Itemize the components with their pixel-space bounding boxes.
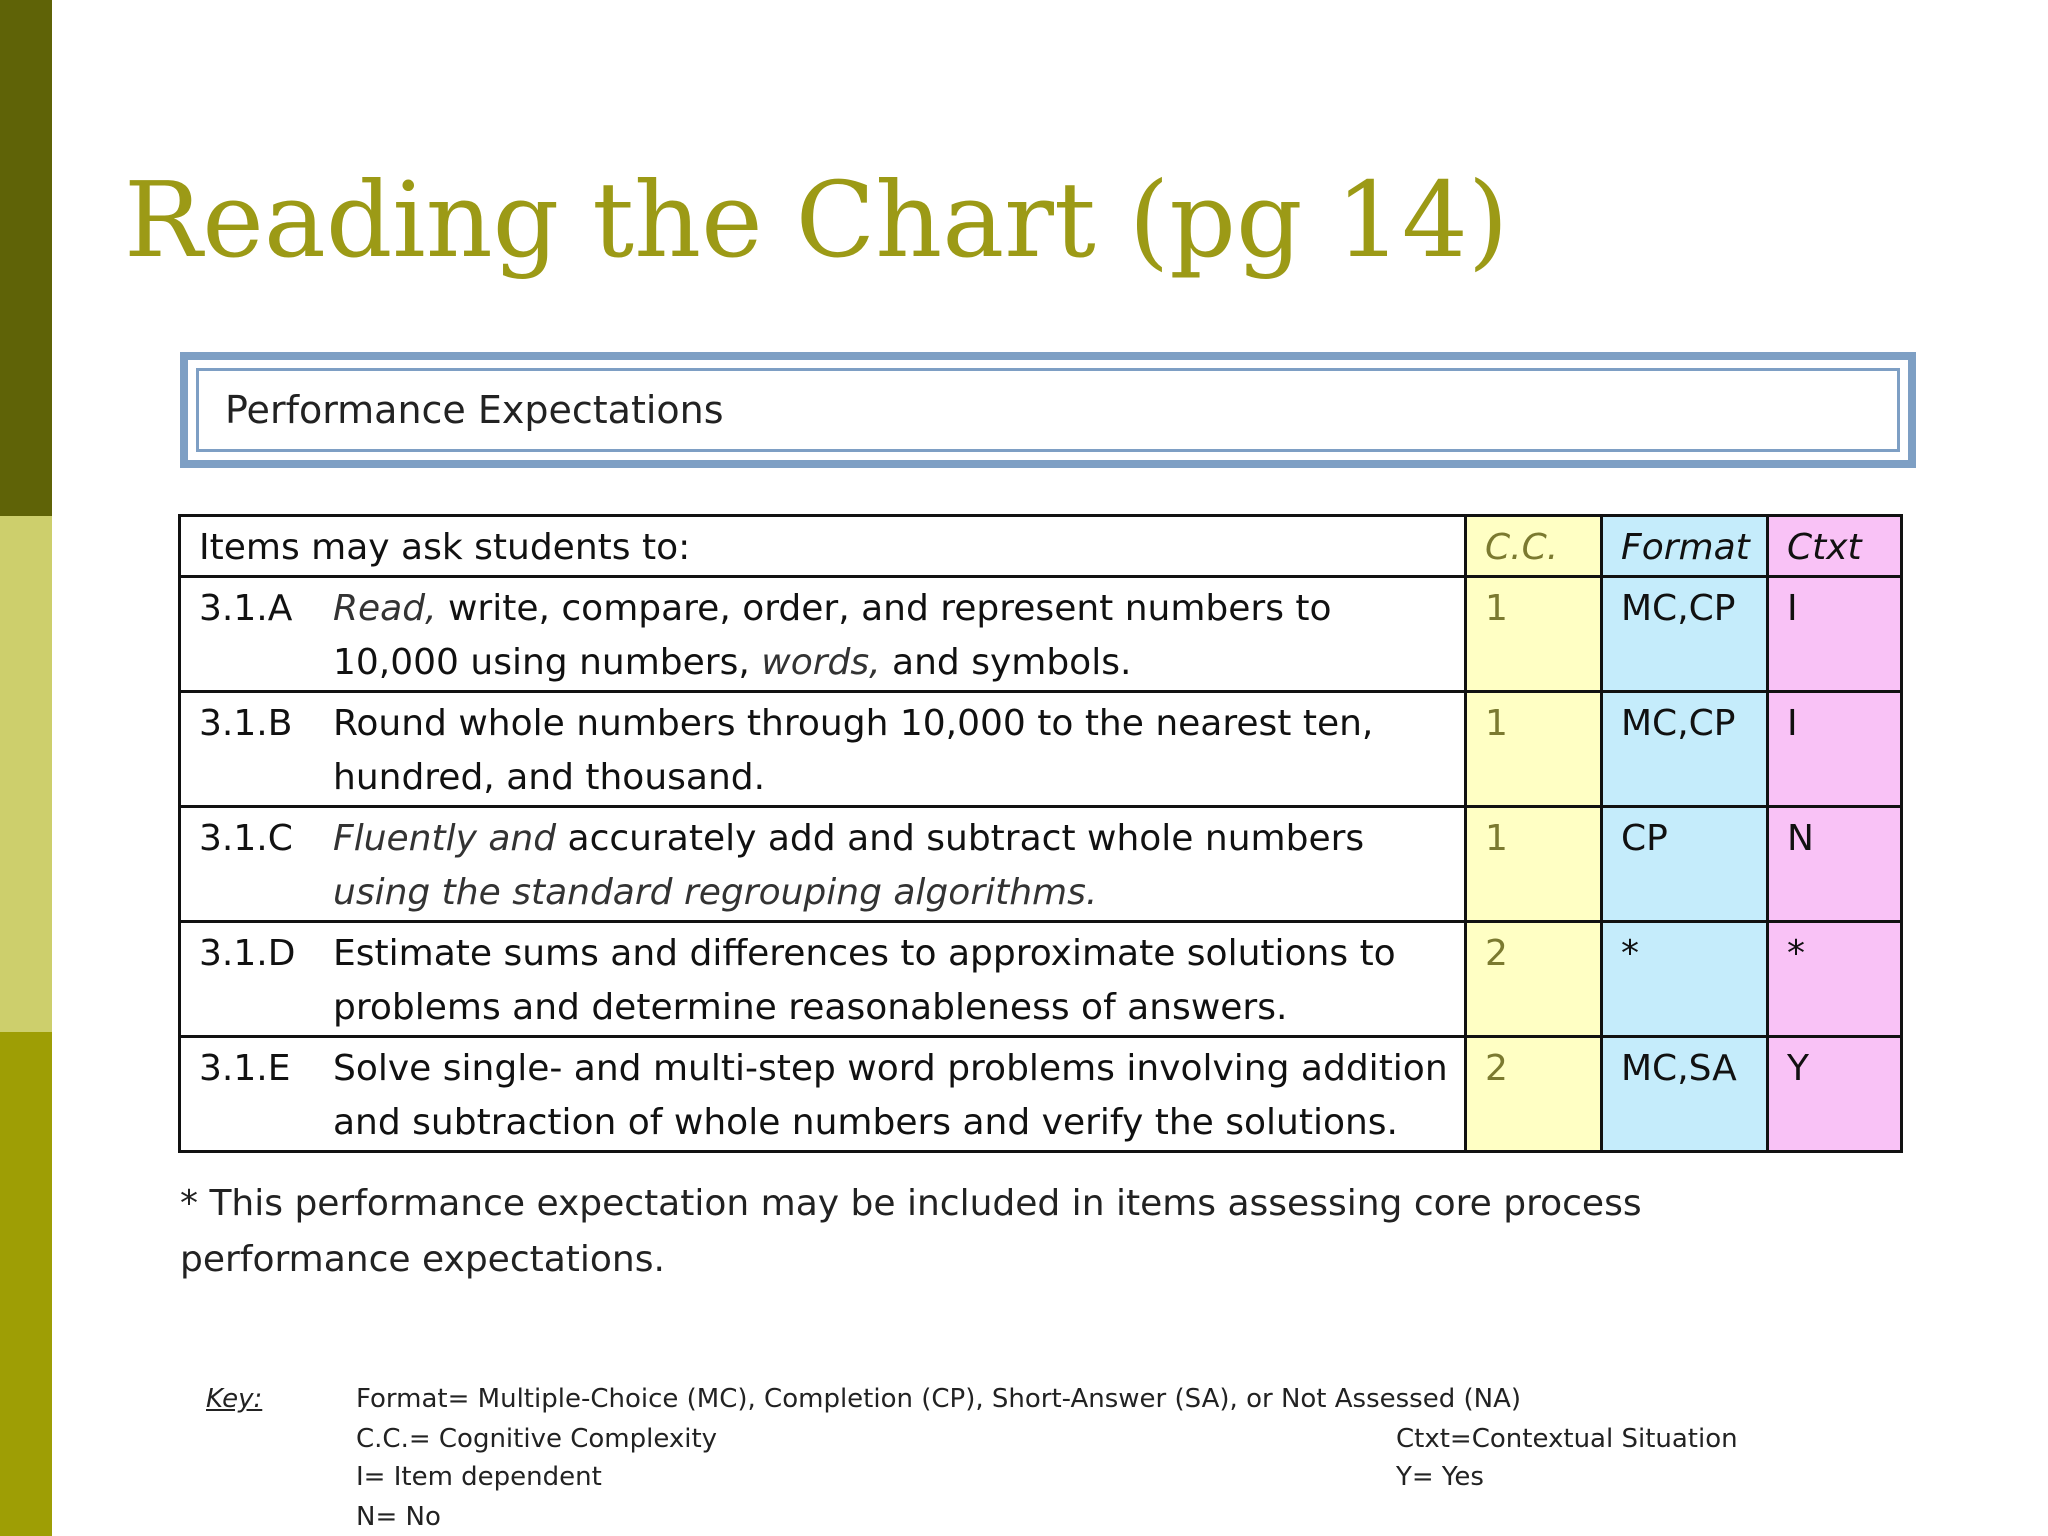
row-ctxt: I <box>1768 577 1902 692</box>
key-format: Format= Multiple-Choice (MC), Completion (CP), Short-Answer (SA), or Not Assessed (NA) <box>356 1384 1522 1414</box>
row-cc: 1 <box>1466 807 1602 922</box>
table-header-row <box>180 516 1902 577</box>
row-ctxt: * <box>1768 922 1902 1037</box>
header-ctxt: Ctxt <box>1768 516 1902 577</box>
performance-expectations-table <box>178 514 1903 1153</box>
header-items: Items may ask students to: <box>180 516 1466 577</box>
key-label: Key: <box>206 1384 263 1414</box>
key-cc: C.C.= Cognitive Complexity <box>356 1424 718 1454</box>
table-row <box>180 577 1902 692</box>
sidebar-stripe-top <box>0 0 52 516</box>
row-code: 3.1.C <box>199 818 293 859</box>
row-format: * <box>1602 922 1768 1037</box>
row-format: MC,SA <box>1602 1037 1768 1152</box>
row-format: MC,CP <box>1602 577 1768 692</box>
table-row <box>180 692 1902 807</box>
row-ctxt: Y <box>1768 1037 1902 1152</box>
row-description: Fluently and accurately add and subtract whole numbers using the standard regrouping algorithms. <box>333 818 1365 913</box>
performance-expectations-box <box>180 352 1916 468</box>
performance-expectations-title: Performance Expectations <box>196 368 1900 452</box>
row-code: 3.1.A <box>199 588 293 629</box>
footnote: * This performance expectation may be included in items assessing core process performance expectations. <box>180 1183 1642 1280</box>
row-description: Estimate sums and differences to approximate solutions to problems and determine reasonableness of answers. <box>333 933 1396 1028</box>
table-row <box>180 807 1902 922</box>
key-ctxt: Ctxt=Contextual Situation <box>1396 1424 1738 1454</box>
key-yes: Y= Yes <box>1396 1462 1484 1492</box>
sidebar-stripe-bottom <box>0 1032 52 1536</box>
row-cc: 1 <box>1466 577 1602 692</box>
row-code: 3.1.D <box>199 933 296 974</box>
table-row <box>180 1037 1902 1152</box>
row-ctxt: N <box>1768 807 1902 922</box>
key-no: N= No <box>356 1502 441 1532</box>
row-format: MC,CP <box>1602 692 1768 807</box>
header-format: Format <box>1602 516 1768 577</box>
row-code: 3.1.B <box>199 703 293 744</box>
row-code: 3.1.E <box>199 1048 291 1089</box>
row-cc: 2 <box>1466 1037 1602 1152</box>
sidebar-stripe-middle <box>0 516 52 1032</box>
table-row <box>180 922 1902 1037</box>
row-description: Read, write, compare, order, and represent numbers to 10,000 using numbers, words, and symbols. <box>333 588 1332 683</box>
row-description: Solve single- and multi-step word problems involving addition and subtraction of whole numbers and verify the solutions. <box>333 1048 1448 1143</box>
row-description: Round whole numbers through 10,000 to the nearest ten, hundred, and thousand. <box>333 703 1374 798</box>
slide-title: Reading the Chart (pg 14) <box>124 159 1509 281</box>
row-ctxt: I <box>1768 692 1902 807</box>
row-cc: 1 <box>1466 692 1602 807</box>
header-cc: C.C. <box>1466 516 1602 577</box>
row-format: CP <box>1602 807 1768 922</box>
key-item-dependent: I= Item dependent <box>356 1462 602 1492</box>
row-cc: 2 <box>1466 922 1602 1037</box>
